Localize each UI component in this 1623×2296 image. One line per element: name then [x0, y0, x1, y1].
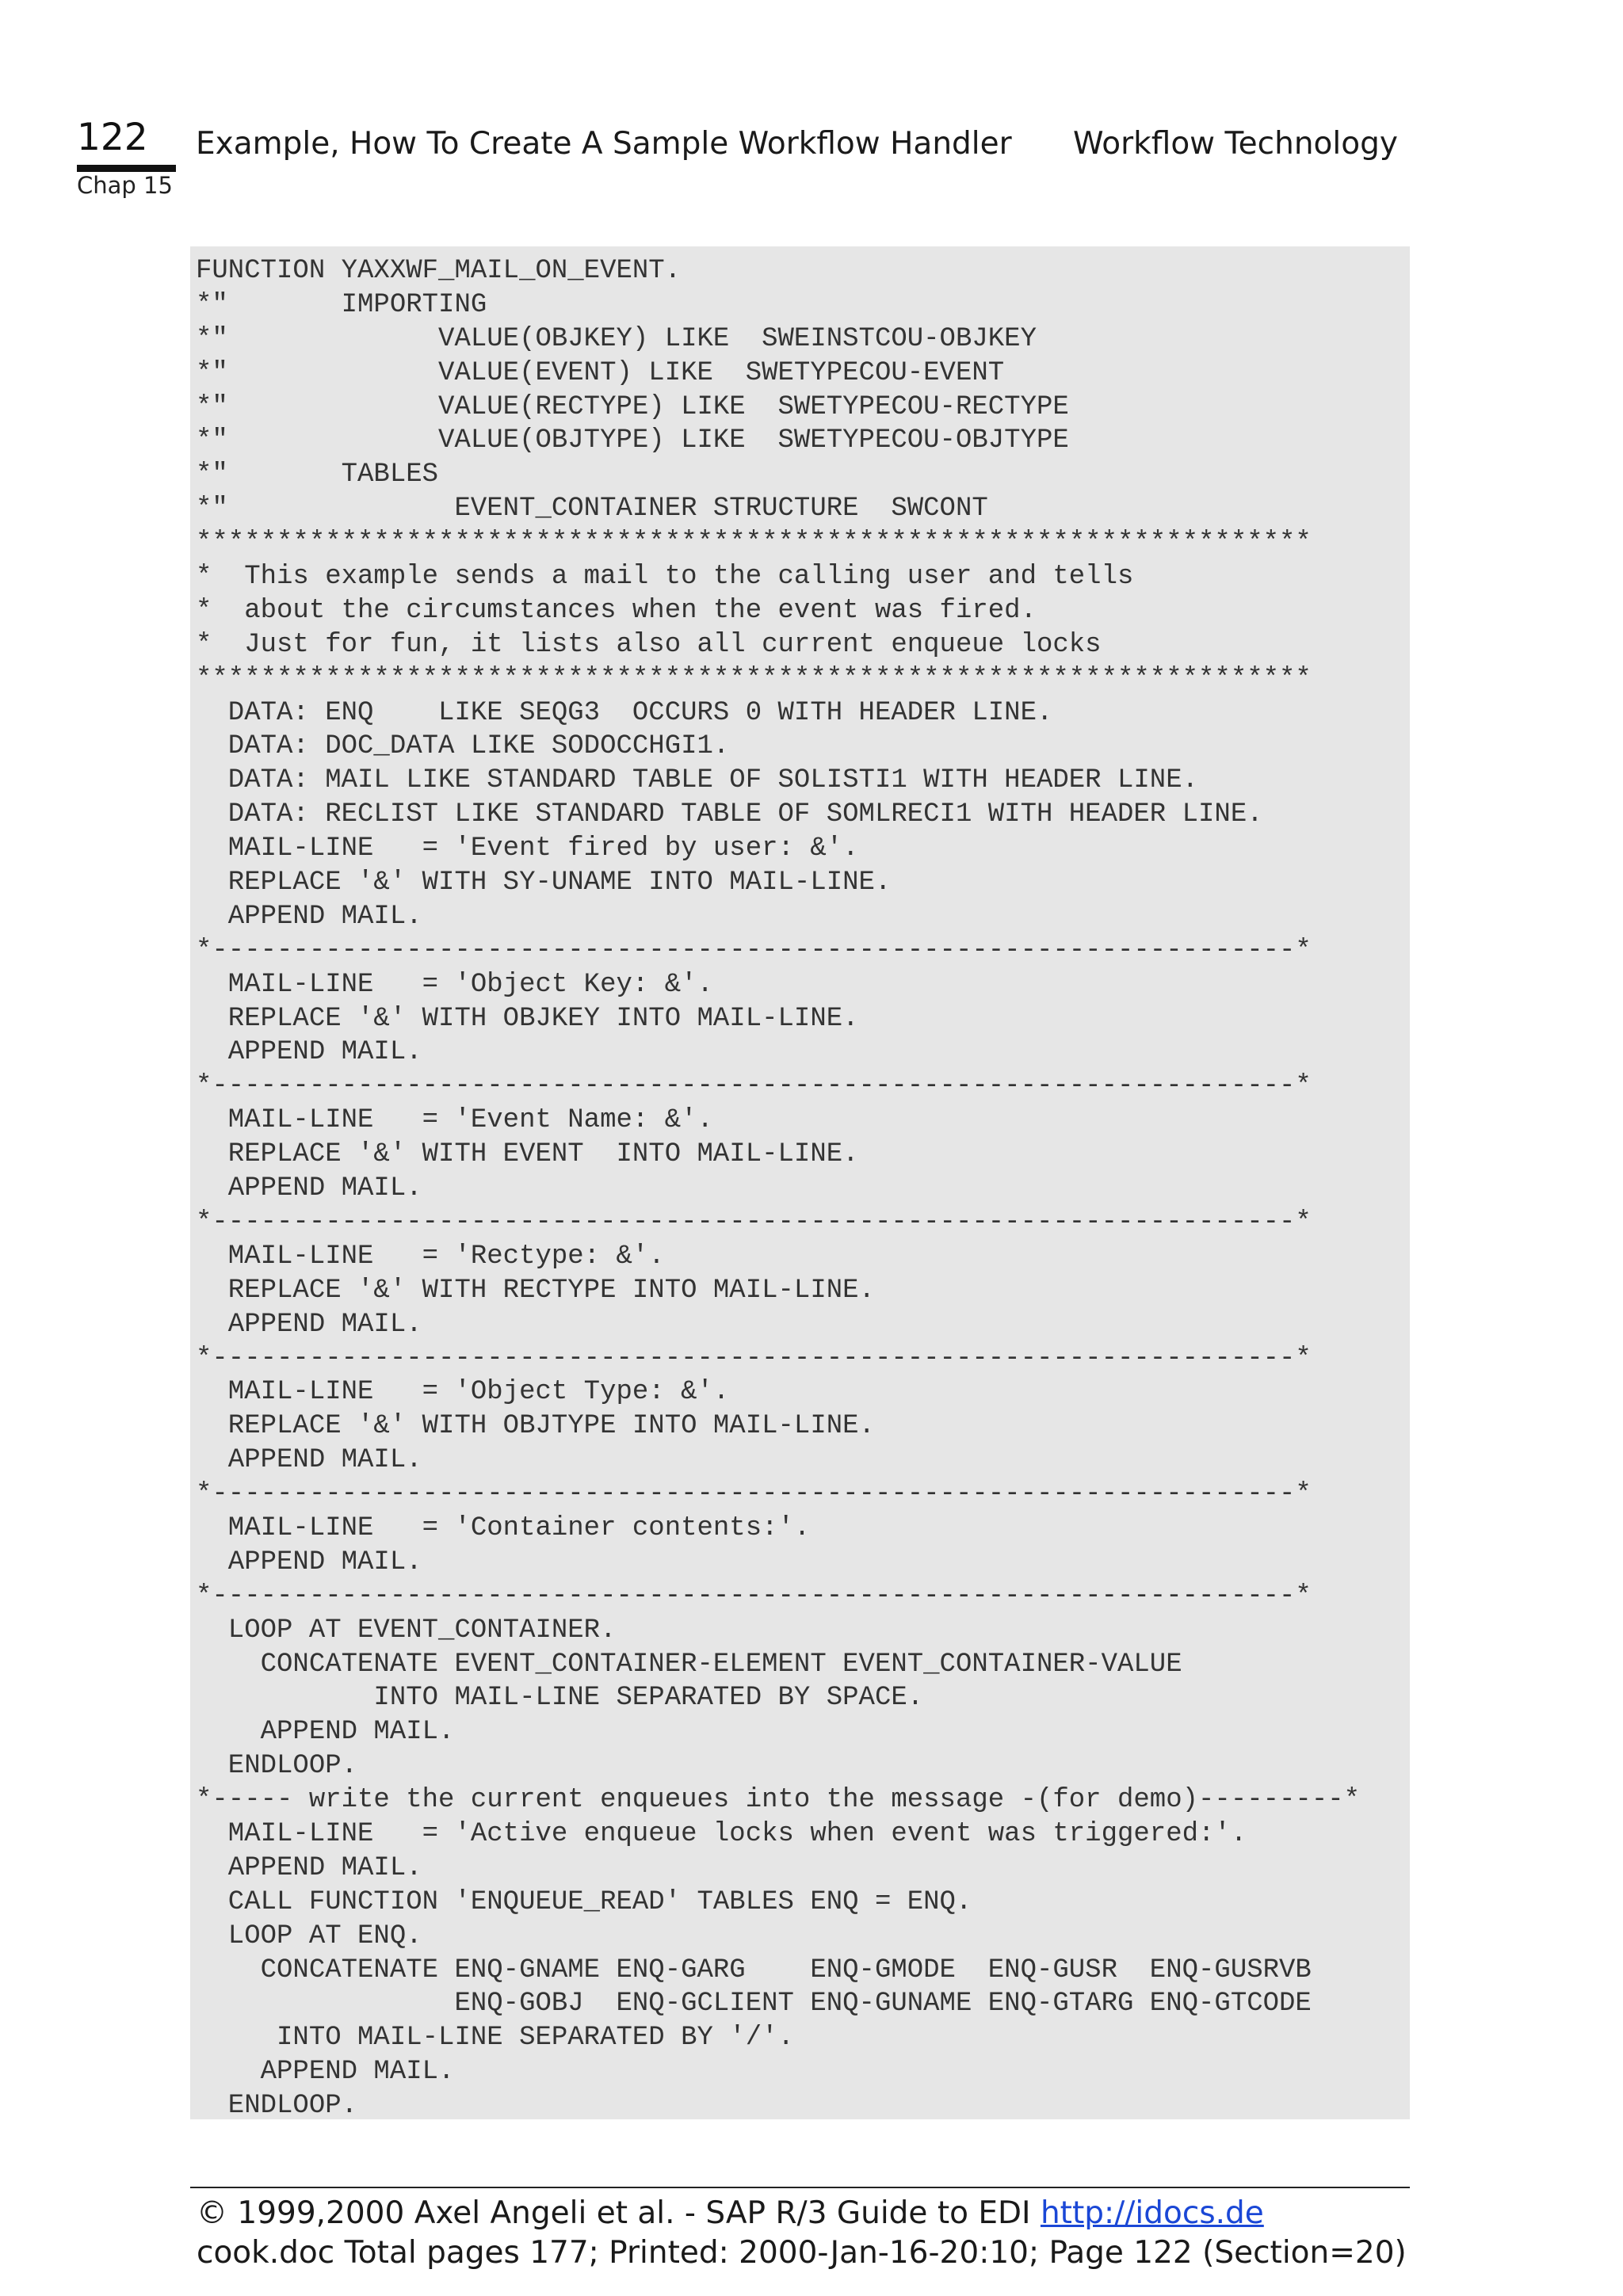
code-line: *" EVENT_CONTAINER STRUCTURE SWCONT: [196, 494, 988, 524]
code-line: APPEND MAIL.: [196, 1037, 422, 1068]
code-line: *" TABLES: [196, 460, 439, 490]
footer-print-info: cook.doc Total pages 177; Printed: 2000-Jan-16-20:10; Page 122 (Section=20): [197, 2235, 1407, 2271]
code-line: * Just for fun, it lists also all current enqueue locks: [196, 629, 1102, 660]
code-line: *-------------------------------------------------------------------*: [196, 1581, 1312, 1611]
footer-copyright: [197, 2195, 1264, 2231]
code-line: REPLACE '&' WITH OBJTYPE INTO MAIL-LINE.: [196, 1411, 875, 1442]
code-line: *********************************************************************: [196, 663, 1312, 694]
code-line: APPEND MAIL.: [196, 2057, 455, 2088]
code-line: APPEND MAIL.: [196, 1852, 422, 1883]
page-number: 122: [77, 116, 148, 159]
code-line: APPEND MAIL.: [196, 1445, 422, 1476]
code-line: DATA: RECLIST LIKE STANDARD TABLE OF SOMLRECI1 WITH HEADER LINE.: [196, 799, 1263, 830]
code-line: *-------------------------------------------------------------------*: [196, 1343, 1312, 1374]
header-section: Workflow Technology: [1073, 126, 1398, 162]
code-line: *" VALUE(EVENT) LIKE SWETYPECOU-EVENT: [196, 357, 1005, 388]
code-listing: [190, 246, 1410, 2119]
code-line: CALL FUNCTION 'ENQUEUE_READ' TABLES ENQ = ENQ.: [196, 1886, 972, 1917]
code-line: DATA: MAIL LIKE STANDARD TABLE OF SOLISTI1 WITH HEADER LINE.: [196, 765, 1199, 796]
code-line: REPLACE '&' WITH SY-UNAME INTO MAIL-LINE.: [196, 868, 892, 898]
code-line: *" VALUE(OBJTYPE) LIKE SWETYPECOU-OBJTYPE: [196, 425, 1069, 456]
footer-divider: [190, 2187, 1410, 2188]
code-line: CONCATENATE EVENT_CONTAINER-ELEMENT EVENT_CONTAINER-VALUE: [196, 1649, 1182, 1680]
code-line: DATA: ENQ LIKE SEQG3 OCCURS 0 WITH HEADER LINE.: [196, 697, 1053, 728]
code-line: *----- write the current enqueues into the message -(for demo)---------*: [196, 1785, 1361, 1816]
code-line: REPLACE '&' WITH RECTYPE INTO MAIL-LINE.: [196, 1275, 875, 1306]
footer-copyright-text: © 1999,2000 Axel Angeli et al. - SAP R/3 Guide to EDI: [197, 2195, 1041, 2231]
code-line: FUNCTION YAXXWF_MAIL_ON_EVENT.: [196, 256, 682, 286]
code-line: * about the circumstances when the event was fired.: [196, 595, 1037, 626]
code-line: CONCATENATE ENQ-GNAME ENQ-GARG ENQ-GMODE ENQ-GUSR ENQ-GUSRVB: [196, 1955, 1312, 1985]
code-line: *" VALUE(RECTYPE) LIKE SWETYPECOU-RECTYPE: [196, 391, 1069, 422]
code-line: REPLACE '&' WITH EVENT INTO MAIL-LINE.: [196, 1139, 859, 1170]
code-line: LOOP AT ENQ.: [196, 1920, 422, 1951]
footer-link[interactable]: http://idocs.de: [1040, 2195, 1264, 2231]
code-line: APPEND MAIL.: [196, 901, 422, 932]
code-line: ENDLOOP.: [196, 2091, 358, 2119]
code-line: *********************************************************************: [196, 528, 1312, 559]
code-line: *" IMPORTING: [196, 289, 487, 320]
header-title: Example, How To Create A Sample Workflow Handler: [196, 126, 1012, 162]
code-line: APPEND MAIL.: [196, 1173, 422, 1204]
code-line: MAIL-LINE = 'Rectype: &'.: [196, 1241, 665, 1272]
code-line: ENDLOOP.: [196, 1751, 358, 1782]
code-line: *" VALUE(OBJKEY) LIKE SWEINSTCOU-OBJKEY: [196, 323, 1037, 354]
code-line: *-------------------------------------------------------------------*: [196, 1207, 1312, 1238]
code-line: *-------------------------------------------------------------------*: [196, 1479, 1312, 1510]
code-line: MAIL-LINE = 'Event fired by user: &'.: [196, 833, 859, 864]
code-line: LOOP AT EVENT_CONTAINER.: [196, 1615, 617, 1646]
code-line: *-------------------------------------------------------------------*: [196, 935, 1312, 966]
page-number-underline: [77, 165, 176, 172]
code-line: ENQ-GOBJ ENQ-GCLIENT ENQ-GUNAME ENQ-GTARG ENQ-GTCODE: [196, 1989, 1312, 2019]
code-line: DATA: DOC_DATA LIKE SODOCCHGI1.: [196, 731, 730, 762]
code-line: APPEND MAIL.: [196, 1547, 422, 1577]
chapter-label: Chap 15: [77, 172, 173, 199]
code-line: APPEND MAIL.: [196, 1309, 422, 1340]
code-line: MAIL-LINE = 'Object Type: &'.: [196, 1377, 730, 1408]
code-line: APPEND MAIL.: [196, 1717, 455, 1748]
code-line: INTO MAIL-LINE SEPARATED BY '/'.: [196, 2023, 794, 2054]
code-line: MAIL-LINE = 'Container contents:'.: [196, 1512, 811, 1543]
code-line: MAIL-LINE = 'Active enqueue locks when event was triggered:'.: [196, 1818, 1247, 1849]
code-line: INTO MAIL-LINE SEPARATED BY SPACE.: [196, 1683, 924, 1714]
code-line: REPLACE '&' WITH OBJKEY INTO MAIL-LINE.: [196, 1003, 859, 1034]
code-line: *-------------------------------------------------------------------*: [196, 1071, 1312, 1102]
code-line: * This example sends a mail to the calling user and tells: [196, 562, 1134, 593]
code-line: MAIL-LINE = 'Object Key: &'.: [196, 969, 713, 1000]
code-line: MAIL-LINE = 'Event Name: &'.: [196, 1105, 713, 1136]
